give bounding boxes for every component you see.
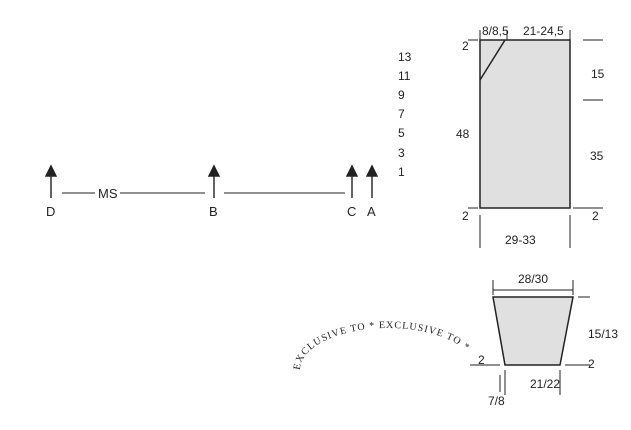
row-number-11: 11 bbox=[398, 69, 411, 83]
front-bottom: 29-33 bbox=[505, 233, 536, 247]
sleeve-left-bottom: 7/8 bbox=[488, 394, 505, 408]
front-top-left: 8/8,5 bbox=[482, 24, 509, 38]
front-height-left: 48 bbox=[456, 127, 470, 141]
front-schematic bbox=[468, 30, 603, 248]
sleeve-right-mark: 2 bbox=[588, 357, 595, 371]
sleeve-left-mark: 2 bbox=[478, 353, 485, 367]
chart-row-numbers bbox=[398, 50, 412, 179]
marker-c: C bbox=[347, 204, 357, 219]
svg-text:EXCLUSIVE TO * EXCLUSIVE TO *: EXCLUSIVE TO * EXCLUSIVE TO * bbox=[291, 319, 472, 371]
front-height-right: 35 bbox=[590, 149, 604, 163]
marker-d: D bbox=[46, 204, 56, 219]
front-top-right: 21-24,5 bbox=[523, 24, 564, 38]
front-mark-left-bottom: 2 bbox=[462, 209, 469, 223]
row-number-9: 9 bbox=[398, 88, 405, 102]
watermark-stamp bbox=[292, 320, 472, 371]
front-mark-right-bottom: 2 bbox=[592, 209, 599, 223]
row-number-5: 5 bbox=[398, 126, 405, 140]
row-number-7: 7 bbox=[398, 107, 405, 121]
front-shape bbox=[480, 40, 570, 208]
sleeve-bottom: 21/22 bbox=[530, 377, 561, 391]
sleeve-top: 28/30 bbox=[518, 272, 549, 286]
marker-b: B bbox=[209, 204, 218, 219]
front-height-right-top: 15 bbox=[591, 67, 605, 81]
sleeve-shape bbox=[493, 297, 573, 365]
marker-ms: MS bbox=[98, 186, 118, 201]
row-number-1: 1 bbox=[398, 165, 405, 179]
front-mark-left-top: 2 bbox=[462, 39, 469, 53]
row-number-3: 3 bbox=[398, 146, 405, 160]
repeat-markers bbox=[46, 166, 377, 198]
sleeve-right: 15/13 bbox=[588, 327, 619, 341]
row-number-13: 13 bbox=[398, 50, 412, 64]
marker-a: A bbox=[367, 204, 376, 219]
